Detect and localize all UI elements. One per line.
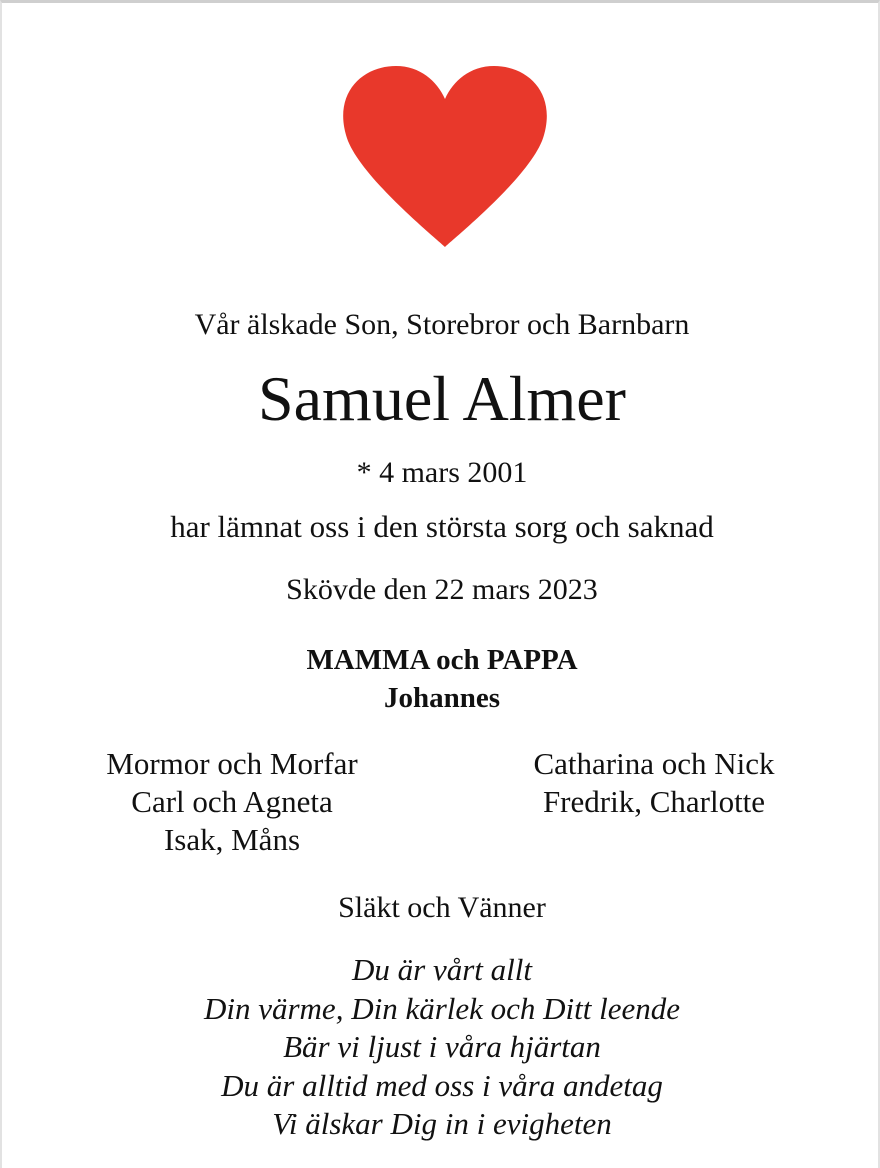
- passing-message: har lämnat oss i den största sorg och saknad: [170, 509, 714, 544]
- birth-date: * 4 mars 2001: [356, 456, 528, 489]
- deceased-name: Samuel Almer: [258, 363, 626, 434]
- family-right-line: Fredrik, Charlotte: [542, 784, 766, 819]
- heart-icon: [340, 63, 550, 249]
- family-left-line: Isak, Måns: [163, 822, 301, 857]
- sibling-line: Johannes: [383, 682, 501, 714]
- memorial-verse: [2, 951, 880, 1144]
- verse-line: Vi älskar Dig in i evigheten: [272, 1106, 612, 1141]
- verse-line: Du är alltid med oss i våra andetag: [221, 1067, 663, 1103]
- family-right-line: Catharina och Nick: [533, 746, 775, 781]
- verse-line: Din värme, Din kärlek och Ditt leende: [203, 990, 681, 1026]
- verse-line: Du är vårt allt: [352, 952, 532, 987]
- place-and-date: Skövde den 22 mars 2023: [286, 573, 598, 606]
- family-column-right: [464, 745, 844, 821]
- family-column-left: [42, 745, 422, 859]
- parents-block: [2, 641, 880, 717]
- family-left-line: Mormor och Morfar: [106, 746, 358, 781]
- family-left-line: Carl och Agneta: [131, 784, 333, 819]
- relatives-line: Släkt och Vänner: [338, 891, 546, 924]
- intro-line: Vår älskade Son, Storebror och Barnbarn: [194, 308, 690, 341]
- heart-shape: [343, 66, 547, 247]
- parents-line: MAMMA och PAPPA: [306, 644, 578, 676]
- verse-line: Bär vi ljust i våra hjärtan: [283, 1029, 601, 1064]
